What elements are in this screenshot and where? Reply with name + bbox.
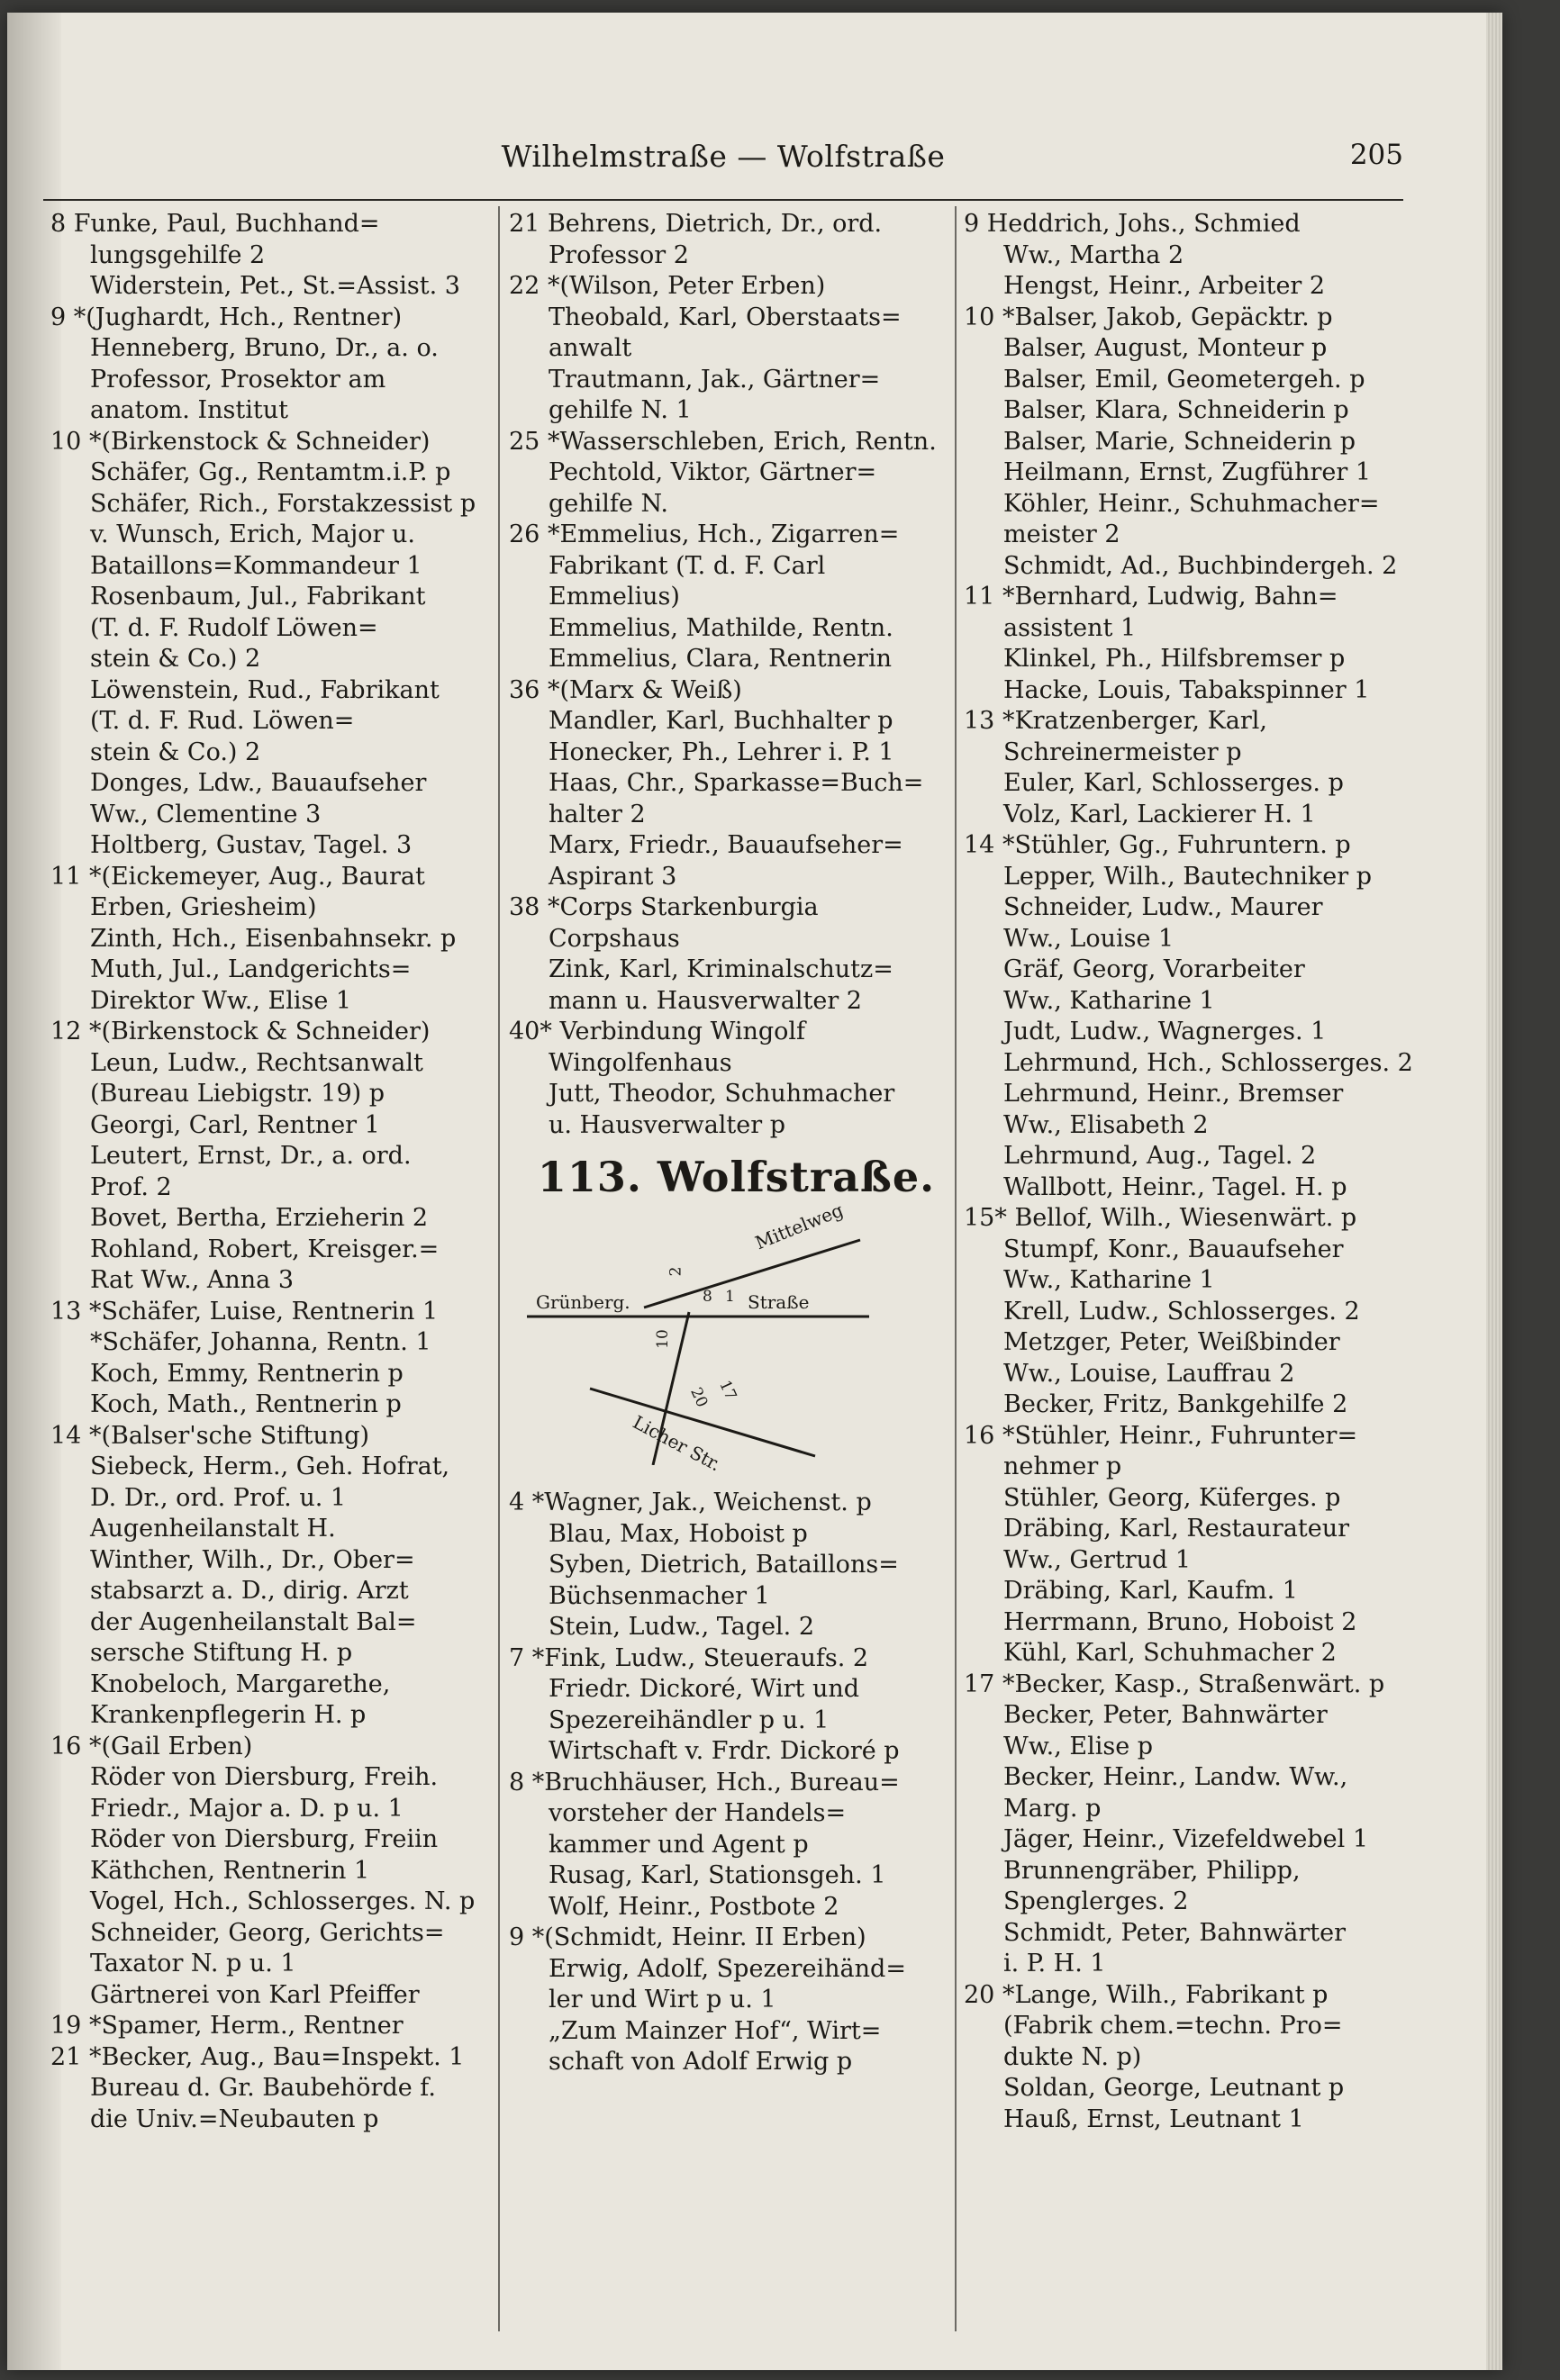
directory-line: Honecker, Ph., Lehrer i. P. 1 xyxy=(549,738,894,766)
directory-line: Ww., Clementine 3 xyxy=(90,800,322,828)
directory-line: Ww., Louise, Lauffrau 2 xyxy=(1003,1359,1295,1388)
header-rule xyxy=(43,199,1403,201)
directory-line: Emmelius, Mathilde, Rentn. xyxy=(549,613,893,642)
directory-line: 17 *Becker, Kasp., Straßenwärt. p xyxy=(964,1670,1385,1698)
directory-line: Gräf, Georg, Vorarbeiter xyxy=(1003,955,1305,983)
directory-line: die Univ.=Neubauten p xyxy=(90,2104,379,2133)
directory-line: Köhler, Heinr., Schuhmacher= xyxy=(1003,489,1380,518)
directory-line: Judt, Ludw., Wagnerges. 1 xyxy=(1003,1018,1327,1045)
directory-line: Euler, Karl, Schlosserges. p xyxy=(1003,769,1344,797)
directory-line: dukte N. p) xyxy=(1003,2042,1142,2071)
directory-line: Leun, Ludw., Rechtsanwalt xyxy=(90,1048,423,1077)
directory-line: Fabrikant (T. d. F. Carl xyxy=(549,551,826,580)
directory-line: 13 *Schäfer, Luise, Rentnerin 1 xyxy=(50,1297,439,1326)
directory-line: i. P. H. 1 xyxy=(1003,1950,1106,1977)
directory-line: Jäger, Heinr., Vizefeldwebel 1 xyxy=(1003,1825,1369,1853)
directory-line: Syben, Dietrich, Bataillons= xyxy=(549,1551,899,1579)
directory-line: Schäfer, Gg., Rentamtm.i.P. p xyxy=(90,458,451,486)
directory-line: Mandler, Karl, Buchhalter p xyxy=(549,707,893,735)
map-label-licher-strasse: Licher Str. xyxy=(629,1411,725,1476)
directory-line: der Augenheilanstalt Bal= xyxy=(90,1607,417,1636)
directory-line: Metzger, Peter, Weißbinder xyxy=(1003,1328,1340,1356)
directory-line: kammer und Agent p xyxy=(549,1830,809,1859)
directory-line: 4 *Wagner, Jak., Weichenst. p xyxy=(509,1489,872,1516)
page-fore-edge xyxy=(1486,13,1502,2370)
directory-line: 9 *(Jughardt, Hch., Rentner) xyxy=(50,303,403,331)
directory-line: Brunnengräber, Philipp, xyxy=(1003,1856,1301,1885)
directory-line: 8 Funke, Paul, Buchhand= xyxy=(50,210,380,238)
directory-line: Klinkel, Ph., Hilfsbremser p xyxy=(1003,645,1346,673)
directory-line: Pechtold, Viktor, Gärtner= xyxy=(549,458,877,486)
map-house-number: 8 xyxy=(703,1288,712,1306)
directory-line: Ww., Martha 2 xyxy=(1003,240,1184,269)
directory-line: Hauß, Ernst, Leutnant 1 xyxy=(1003,2104,1304,2133)
directory-line: stein & Co.) 2 xyxy=(90,738,261,766)
directory-line: 19 *Spamer, Herm., Rentner xyxy=(50,2012,404,2040)
directory-line: Zink, Karl, Kriminalschutz= xyxy=(549,955,893,983)
directory-line: Professor, Prosektor am xyxy=(90,365,386,394)
directory-line: Aspirant 3 xyxy=(549,862,677,891)
directory-line: Henneberg, Bruno, Dr., a. o. xyxy=(90,334,439,362)
directory-line: 21 Behrens, Dietrich, Dr., ord. xyxy=(509,210,883,238)
directory-line: Ww., Katharine 1 xyxy=(1003,1266,1215,1294)
directory-line: Rosenbaum, Jul., Fabrikant xyxy=(90,583,426,611)
map-label-strasse: Straße xyxy=(748,1291,810,1313)
directory-line: Winther, Wilh., Dr., Ober= xyxy=(90,1545,415,1574)
directory-line: Ww., Elise p xyxy=(1003,1732,1154,1760)
directory-line: u. Hausverwalter p xyxy=(549,1110,786,1139)
directory-line: Professor 2 xyxy=(549,240,689,269)
directory-line: Löwenstein, Rud., Fabrikant xyxy=(90,675,440,704)
directory-line: Haas, Chr., Sparkasse=Buch= xyxy=(549,769,924,797)
directory-line: Lehrmund, Heinr., Bremser xyxy=(1003,1080,1344,1108)
directory-line: Schäfer, Rich., Forstakzessist p xyxy=(90,489,476,518)
directory-line: Wallbott, Heinr., Tagel. H. p xyxy=(1003,1172,1347,1201)
directory-line: Friedr., Major a. D. p u. 1 xyxy=(90,1794,404,1823)
directory-line: Prof. 2 xyxy=(90,1172,172,1201)
page-header xyxy=(43,130,1403,184)
directory-line: Spenglerges. 2 xyxy=(1003,1887,1189,1915)
directory-line: Leutert, Ernst, Dr., a. ord. xyxy=(90,1142,412,1170)
directory-line: Erben, Griesheim) xyxy=(90,893,317,921)
directory-line: Theobald, Karl, Oberstaats= xyxy=(549,303,902,331)
running-title: Wilhelmstraße — Wolfstraße xyxy=(501,139,946,174)
directory-line: 22 *(Wilson, Peter Erben) xyxy=(509,272,826,300)
directory-line: Krell, Ludw., Schlosserges. 2 xyxy=(1003,1297,1360,1326)
map-label-mittelweg: Mittelweg xyxy=(752,1199,847,1254)
directory-line: Herrmann, Bruno, Hoboist 2 xyxy=(1003,1607,1357,1636)
directory-line: Becker, Heinr., Landw. Ww., xyxy=(1003,1763,1348,1791)
directory-line: Ww., Katharine 1 xyxy=(1003,986,1215,1015)
directory-line: Schreinermeister p xyxy=(1003,738,1242,766)
map-label-gruenberg: Grünberg. xyxy=(536,1291,630,1313)
directory-line: 21 *Becker, Aug., Bau=Inspekt. 1 xyxy=(50,2042,465,2071)
column-left xyxy=(50,209,505,2135)
directory-line: Schmidt, Ad., Buchbindergeh. 2 xyxy=(1003,551,1398,580)
directory-line: 11 *Bernhard, Ludwig, Bahn= xyxy=(964,583,1338,611)
directory-line: Rusag, Karl, Stationsgeh. 1 xyxy=(549,1861,886,1889)
directory-line: Lehrmund, Hch., Schlosserges. 2 xyxy=(1003,1048,1413,1077)
directory-line: 12 *(Birkenstock & Schneider) xyxy=(50,1018,431,1045)
column-right xyxy=(964,209,1419,2135)
directory-line: assistent 1 xyxy=(1003,613,1137,642)
directory-line: Schneider, Ludw., Maurer xyxy=(1003,893,1323,921)
directory-line: Trautmann, Jak., Gärtner= xyxy=(549,365,881,394)
directory-line: 14 *(Balser'sche Stiftung) xyxy=(50,1421,370,1450)
directory-line: 16 *(Gail Erben) xyxy=(50,1732,253,1760)
directory-line: 16 *Stühler, Heinr., Fuhrunter= xyxy=(964,1421,1358,1450)
directory-line: (T. d. F. Rud. Löwen= xyxy=(90,707,355,735)
map-house-number: 17 xyxy=(715,1377,740,1404)
directory-line: sersche Stiftung H. p xyxy=(90,1639,353,1667)
directory-line: Becker, Fritz, Bankgehilfe 2 xyxy=(1003,1390,1348,1418)
directory-line: Muth, Jul., Landgerichts= xyxy=(90,955,412,983)
directory-line: (Fabrik chem.=techn. Pro= xyxy=(1003,2012,1343,2040)
directory-line: Erwig, Adolf, Spezereihänd= xyxy=(549,1954,906,1983)
directory-line: Soldan, George, Leutnant p xyxy=(1003,2074,1345,2102)
directory-line: anatom. Institut xyxy=(90,396,288,424)
directory-line: Bureau d. Gr. Baubehörde f. xyxy=(90,2074,436,2102)
directory-line: Kühl, Karl, Schuhmacher 2 xyxy=(1003,1639,1337,1667)
directory-line: Ww., Elisabeth 2 xyxy=(1003,1110,1209,1139)
directory-line: Donges, Ldw., Bauaufseher xyxy=(90,769,427,797)
directory-line: 11 *(Eickemeyer, Aug., Baurat xyxy=(50,862,425,891)
directory-line: Ww., Gertrud 1 xyxy=(1003,1545,1192,1574)
directory-line: Spezereihändler p u. 1 xyxy=(549,1706,830,1734)
book-page xyxy=(7,13,1502,2370)
directory-line: Knobeloch, Margarethe, xyxy=(90,1670,391,1698)
directory-line: Dräbing, Karl, Kaufm. 1 xyxy=(1003,1577,1298,1605)
directory-line: Jutt, Theodor, Schuhmacher xyxy=(549,1080,895,1108)
directory-line: Käthchen, Rentnerin 1 xyxy=(90,1856,370,1885)
directory-line: 14 *Stühler, Gg., Fuhruntern. p xyxy=(964,831,1351,859)
directory-line: Wingolfenhaus xyxy=(549,1048,732,1077)
street-map xyxy=(509,1199,964,1476)
directory-line: Hengst, Heinr., Arbeiter 2 xyxy=(1003,272,1326,300)
directory-line: Ww., Louise 1 xyxy=(1003,924,1175,953)
column-middle-lower-entries xyxy=(509,1488,964,2078)
directory-line: 38 *Corps Starkenburgia xyxy=(509,893,819,921)
directory-line: *Schäfer, Johanna, Rentn. 1 xyxy=(90,1328,431,1356)
section-title: 113. Wolfstraße. xyxy=(537,1153,936,1201)
directory-line: Lehrmund, Aug., Tagel. 2 xyxy=(1003,1142,1317,1170)
directory-line: 20 *Lange, Wilh., Fabrikant p xyxy=(964,1980,1329,2009)
directory-line: Emmelius) xyxy=(549,583,680,611)
directory-line: Marg. p xyxy=(1003,1794,1102,1823)
directory-line: D. Dr., ord. Prof. u. 1 xyxy=(90,1483,347,1512)
street-map-lines xyxy=(509,1217,964,1465)
directory-line: Volz, Karl, Lackierer H. 1 xyxy=(1003,800,1316,828)
directory-line: 10 *Balser, Jakob, Gepäcktr. p xyxy=(964,303,1333,331)
directory-line: Rohland, Robert, Kreisger.= xyxy=(90,1235,440,1263)
directory-line: mann u. Hausverwalter 2 xyxy=(549,986,862,1015)
directory-line: meister 2 xyxy=(1003,520,1120,548)
directory-line: Siebeck, Herm., Geh. Hofrat, xyxy=(90,1452,450,1480)
directory-line: (Bureau Liebigstr. 19) p xyxy=(90,1080,385,1108)
directory-line: vorsteher der Handels= xyxy=(549,1799,847,1827)
directory-line: Koch, Emmy, Rentnerin p xyxy=(90,1359,404,1388)
directory-line: Stein, Ludw., Tagel. 2 xyxy=(549,1613,815,1641)
directory-line: (T. d. F. Rudolf Löwen= xyxy=(90,613,378,642)
directory-line: Friedr. Dickoré, Wirt und xyxy=(549,1675,860,1703)
directory-line: 26 *Emmelius, Hch., Zigarren= xyxy=(509,520,900,548)
directory-line: schaft von Adolf Erwig p xyxy=(549,2048,853,2076)
directory-line: gehilfe N. 1 xyxy=(549,396,692,424)
directory-line: Schneider, Georg, Gerichts= xyxy=(90,1918,445,1947)
directory-line: 7 *Fink, Ludw., Steueraufs. 2 xyxy=(509,1643,869,1672)
directory-line: stabsarzt a. D., dirig. Arzt xyxy=(90,1577,409,1605)
directory-line: „Zum Mainzer Hof“, Wirt= xyxy=(549,2016,882,2045)
directory-line: Emmelius, Clara, Rentnerin xyxy=(549,645,892,673)
directory-line: 9 *(Schmidt, Heinr. II Erben) xyxy=(509,1923,866,1951)
directory-line: Vogel, Hch., Schlosserges. N. p xyxy=(90,1887,476,1915)
directory-line: Blau, Max, Hoboist p xyxy=(549,1519,808,1548)
directory-line: Marx, Friedr., Bauaufseher= xyxy=(549,831,903,859)
directory-line: Lepper, Wilh., Bautechniker p xyxy=(1003,862,1373,891)
directory-line: Schmidt, Peter, Bahnwärter xyxy=(1003,1918,1346,1947)
directory-line: Balser, August, Monteur p xyxy=(1003,334,1328,362)
directory-line: Rat Ww., Anna 3 xyxy=(90,1266,295,1294)
directory-line: Stühler, Georg, Küferges. p xyxy=(1003,1483,1341,1512)
column-middle xyxy=(509,209,964,2078)
directory-line: 25 *Wasserschleben, Erich, Rentn. xyxy=(509,427,937,456)
directory-line: Gärtnerei von Karl Pfeiffer xyxy=(90,1980,420,2009)
directory-line: Corpshaus xyxy=(549,924,680,953)
directory-line: Dräbing, Karl, Restaurateur xyxy=(1003,1515,1350,1543)
directory-line: ler und Wirt p u. 1 xyxy=(549,1986,776,2013)
directory-line: Balser, Emil, Geometergeh. p xyxy=(1003,365,1365,394)
map-house-number: 10 xyxy=(653,1329,672,1349)
directory-line: Bataillons=Kommandeur 1 xyxy=(90,551,422,580)
directory-line: Augenheilanstalt H. xyxy=(90,1515,336,1543)
directory-line: 13 *Kratzenberger, Karl, xyxy=(964,707,1267,735)
directory-line: Wirtschaft v. Frdr. Dickoré p xyxy=(549,1737,900,1765)
directory-line: 15* Bellof, Wilh., Wiesenwärt. p xyxy=(964,1204,1357,1232)
directory-line: lungsgehilfe 2 xyxy=(90,240,266,269)
directory-line: 36 *(Marx & Weiß) xyxy=(509,675,742,704)
directory-line: Widerstein, Pet., St.=Assist. 3 xyxy=(90,272,460,300)
column-middle-upper-entries xyxy=(509,209,964,1141)
directory-line: 9 Heddrich, Johs., Schmied xyxy=(964,210,1301,238)
directory-line: Bovet, Bertha, Erzieherin 2 xyxy=(90,1204,429,1232)
directory-line: Becker, Peter, Bahnwärter xyxy=(1003,1701,1328,1729)
directory-line: Koch, Math., Rentnerin p xyxy=(90,1390,402,1418)
directory-line: Balser, Marie, Schneiderin p xyxy=(1003,427,1356,456)
directory-line: 40* Verbindung Wingolf xyxy=(509,1018,806,1045)
directory-line: 8 *Bruchhäuser, Hch., Bureau= xyxy=(509,1768,900,1796)
directory-line: Röder von Diersburg, Freih. xyxy=(90,1763,439,1791)
directory-line: Stumpf, Konr., Bauaufseher xyxy=(1003,1235,1344,1263)
directory-line: Hacke, Louis, Tabakspinner 1 xyxy=(1003,675,1370,704)
directory-line: 10 *(Birkenstock & Schneider) xyxy=(50,427,431,456)
directory-line: Wolf, Heinr., Postbote 2 xyxy=(549,1892,839,1921)
page-number: 205 xyxy=(1349,139,1403,171)
map-house-number: 2 xyxy=(667,1266,685,1277)
directory-line: v. Wunsch, Erich, Major u. xyxy=(90,520,415,548)
directory-line: Balser, Klara, Schneiderin p xyxy=(1003,396,1349,424)
directory-line: Heilmann, Ernst, Zugführer 1 xyxy=(1003,458,1372,486)
directory-line: Holtberg, Gustav, Tagel. 3 xyxy=(90,831,413,859)
map-house-number: 20 xyxy=(686,1384,712,1411)
directory-line: nehmer p xyxy=(1003,1452,1122,1480)
directory-line: Röder von Diersburg, Freiin xyxy=(90,1825,439,1853)
directory-line: Direktor Ww., Elise 1 xyxy=(90,986,352,1015)
directory-line: gehilfe N. xyxy=(549,489,668,518)
directory-line: Zinth, Hch., Eisenbahnsekr. p xyxy=(90,924,457,953)
directory-line: anwalt xyxy=(549,334,632,362)
directory-line: Krankenpflegerin H. p xyxy=(90,1701,367,1729)
directory-line: Georgi, Carl, Rentner 1 xyxy=(90,1110,380,1139)
directory-line: Büchsenmacher 1 xyxy=(549,1581,770,1610)
directory-line: Taxator N. p u. 1 xyxy=(90,1950,296,1977)
directory-line: stein & Co.) 2 xyxy=(90,645,261,673)
directory-line: halter 2 xyxy=(549,800,646,828)
map-house-number: 1 xyxy=(725,1288,735,1306)
